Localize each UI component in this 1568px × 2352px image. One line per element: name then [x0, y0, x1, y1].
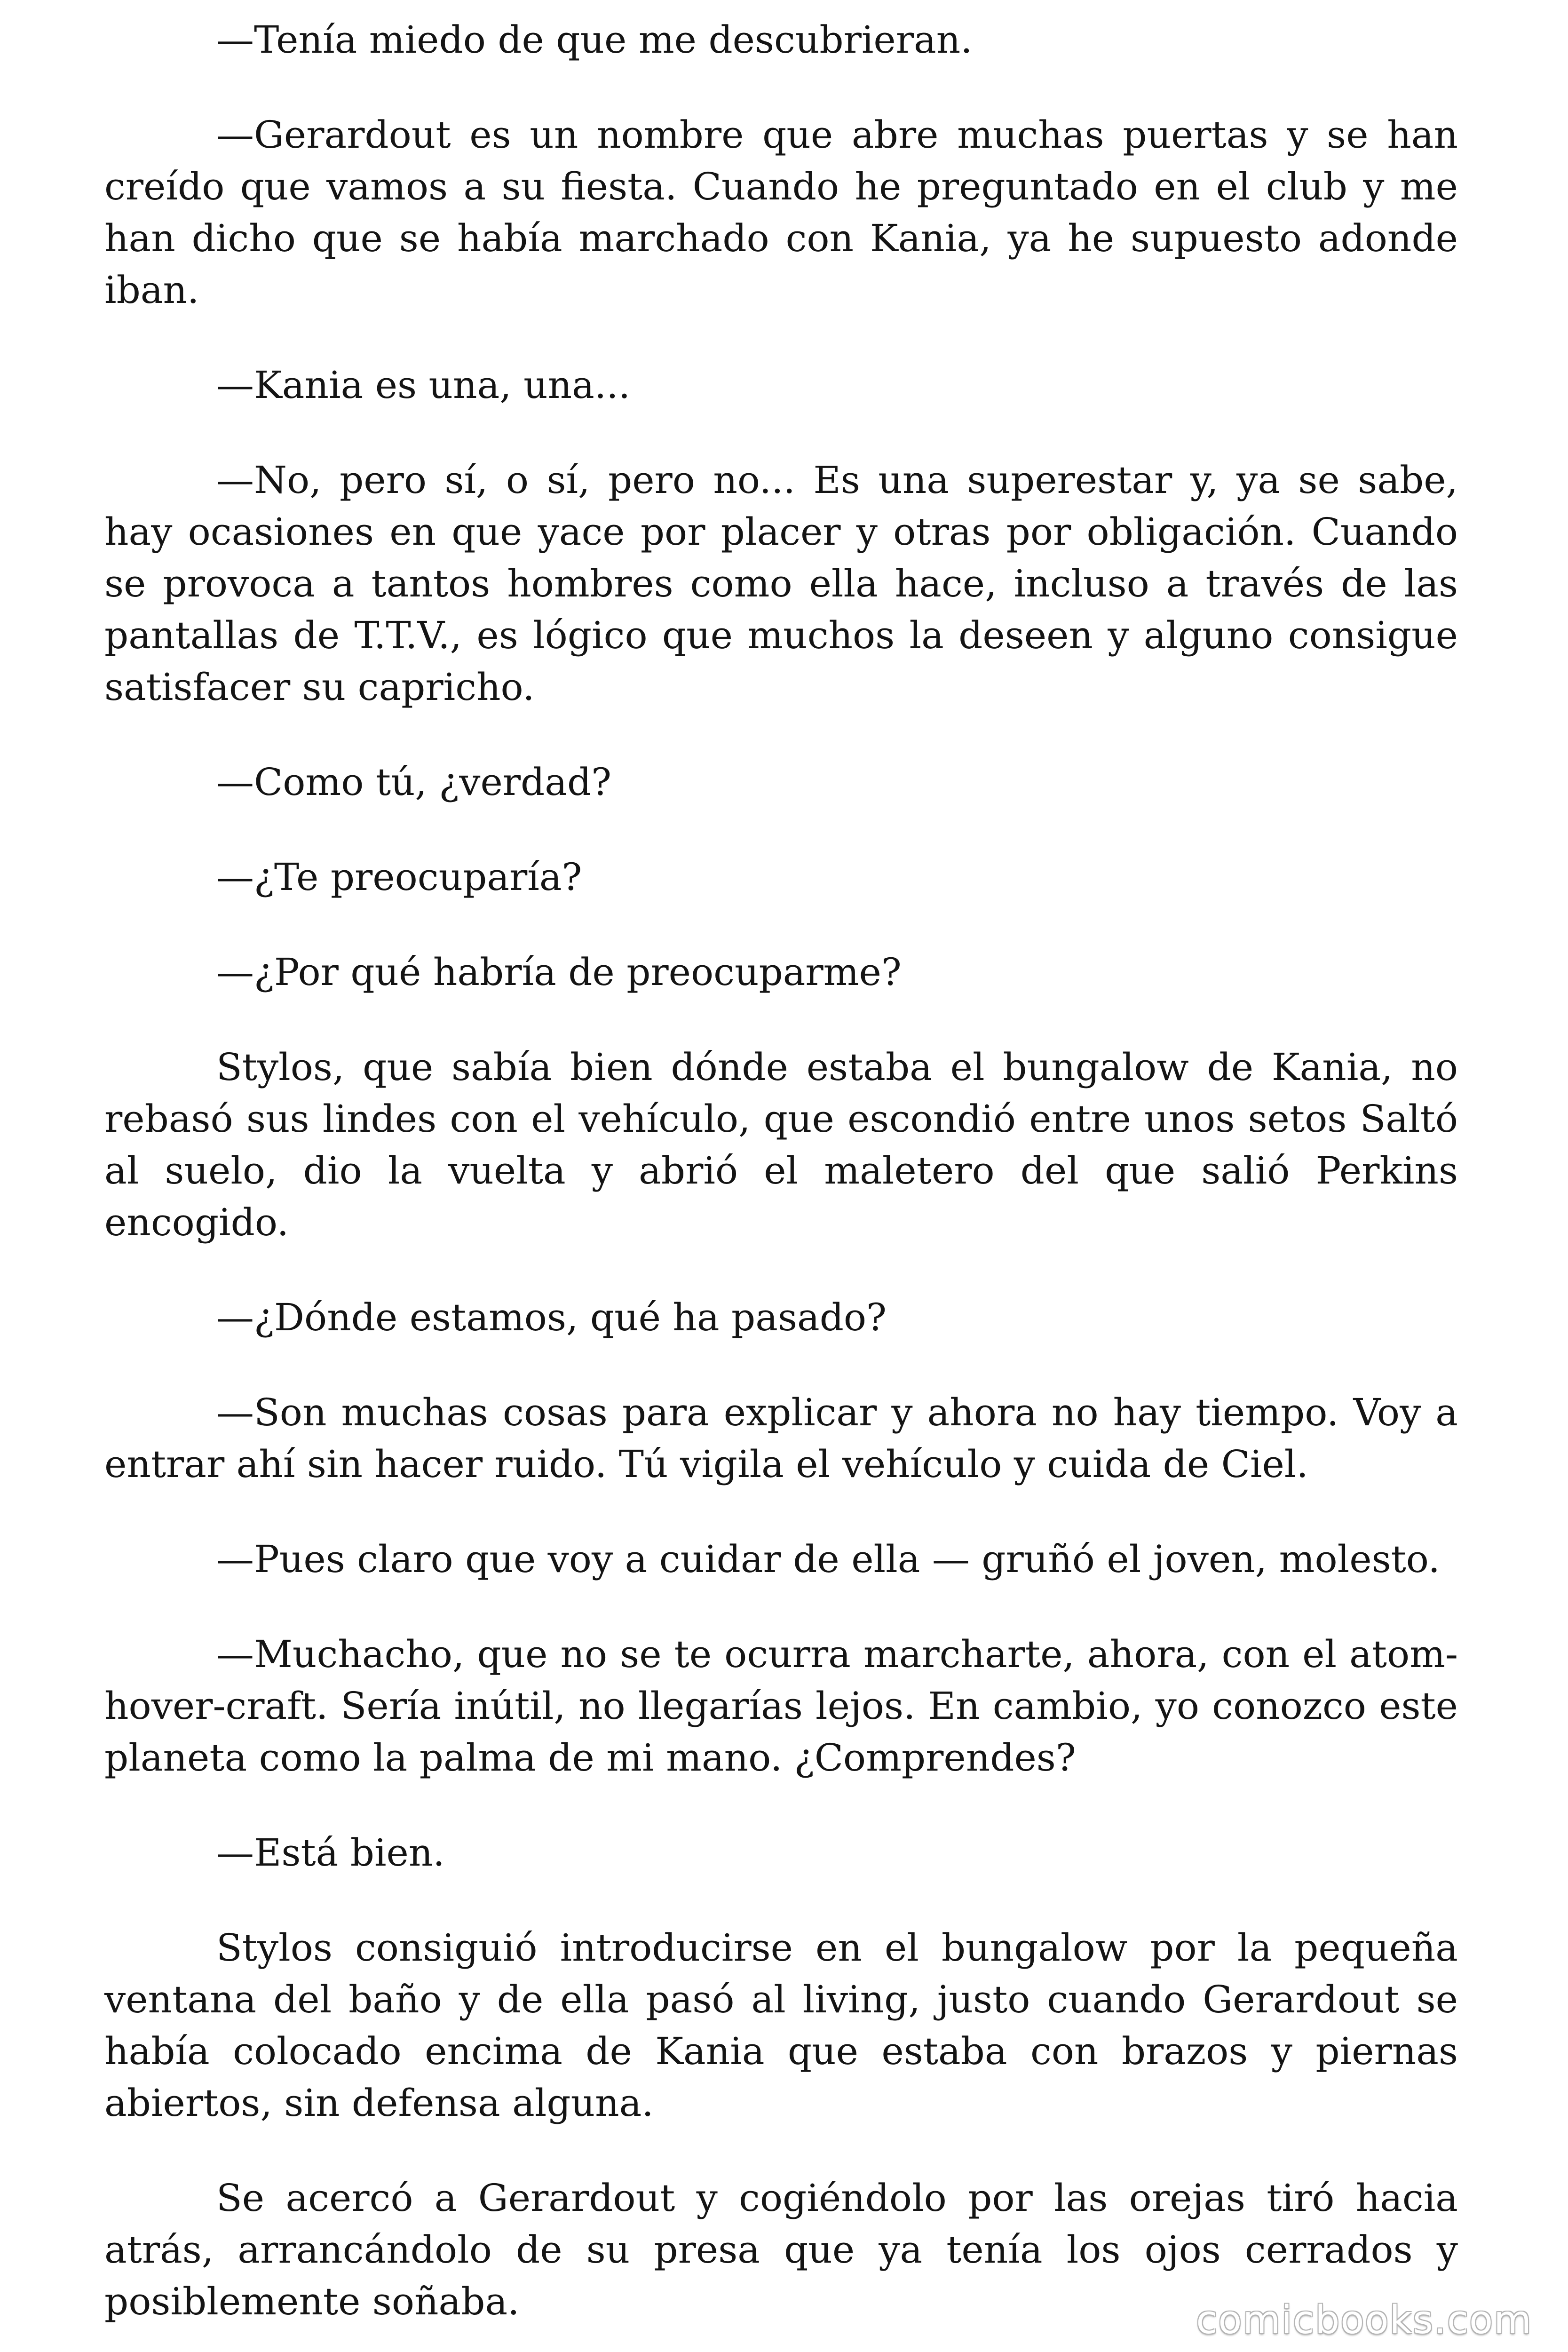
paragraph: Stylos consiguió introducirse en el bungalow por la pequeña ventana del baño y de ella pasó al living, justo cuando Gerardout se había colocado encima de Kania que estaba con brazos y piernas abiertos, sin defensa alguna.: [104, 1926, 1458, 2125]
paragraph: —No, pero sí, o sí, pero no... Es una superestar y, ya se sabe, hay ocasiones en que yace por placer y otras por obligación. Cuando se provoca a tantos hombres como ella hace, incluso a través de las pantallas de T.T.V., es lógico que muchos la deseen y alguno consigue satisfacer su capricho.: [104, 458, 1458, 709]
paragraph: —¿Dónde estamos, qué ha pasado?: [216, 1295, 887, 1339]
paragraph: Stylos, que sabía bien dónde estaba el bungalow de Kania, no rebasó sus lindes con el vehículo, que escondió entre unos setos Saltó al suelo, dio la vuelta y abrió el maletero del que salió Perkins encogido.: [104, 1045, 1458, 1244]
paragraph: —¿Por qué habría de preocuparme?: [216, 950, 902, 994]
paragraph: —Kania es una, una...: [216, 363, 631, 407]
paragraph: —Son muchas cosas para explicar y ahora no hay tiempo. Voy a entrar ahí sin hacer ruido. Tú vigila el vehículo y cuida de Ciel.: [104, 1391, 1458, 1486]
book-page: [104, 14, 1458, 2328]
paragraph: —Gerardout es un nombre que abre muchas puertas y se han creído que vamos a su fiesta. Cuando he preguntado en el club y me han dicho que se había marchado con Kania, ya he supuesto adonde iban.: [104, 113, 1458, 312]
paragraph: —Pues claro que voy a cuidar de ella — gruñó el joven, molesto.: [216, 1537, 1440, 1581]
watermark-text: comicbooks.com: [1196, 2298, 1532, 2343]
paragraph: Se acercó a Gerardout y cogiéndolo por las orejas tiró hacia atrás, arrancándolo de su presa que ya tenía los ojos cerrados y posiblemente soñaba.: [104, 2176, 1458, 2323]
paragraph: —Tenía miedo de que me descubrieran.: [216, 18, 973, 62]
paragraph: —¿Te preocuparía?: [216, 855, 582, 899]
paragraph: —Muchacho, que no se te ocurra marcharte, ahora, con el atomhover-craft. Sería inútil, no llegarías lejos. En cambio, yo conozco este planeta como la palma de mi mano. ¿Comprendes?: [104, 1632, 1458, 1780]
paragraph: —Como tú, ¿verdad?: [216, 760, 612, 804]
paragraph: —Está bien.: [216, 1831, 445, 1875]
